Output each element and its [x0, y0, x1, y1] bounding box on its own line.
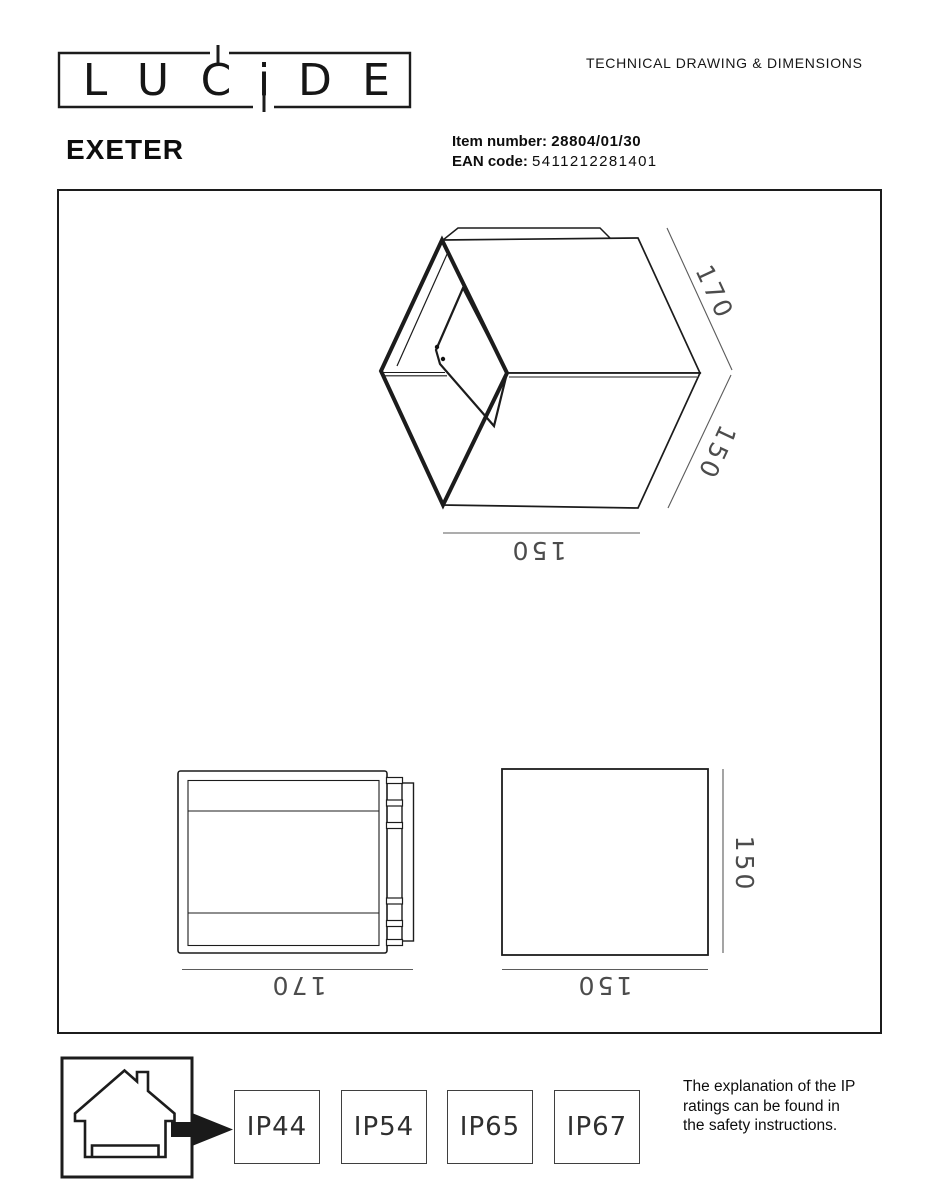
logo-letter-u: U	[136, 55, 170, 106]
iso-dim-bottom: 150	[509, 536, 567, 565]
front-inner	[188, 781, 379, 946]
front-pin	[387, 940, 403, 946]
logo-letter-c: C	[200, 55, 232, 106]
house-floor	[92, 1146, 159, 1158]
arrow-shaft	[171, 1122, 193, 1137]
indoor-use-house-icon	[62, 1058, 192, 1177]
product-name: EXETER	[66, 134, 185, 165]
ip-rating-badge-ip67: IP67	[554, 1090, 640, 1164]
front-wall-plate	[402, 783, 414, 941]
front-pin	[387, 921, 403, 927]
front-dim-width: 170	[269, 971, 327, 1000]
house-icon-frame	[62, 1058, 192, 1177]
iso-screw-dot-2	[441, 357, 445, 361]
logo-letter-e: E	[362, 55, 390, 106]
logo-letter-l: L	[82, 55, 108, 106]
front-pin	[387, 898, 403, 904]
front-view	[178, 771, 414, 1000]
ean-code-label: EAN code:	[452, 153, 528, 170]
side-dim-width: 150	[575, 971, 633, 1000]
sheet-title: TECHNICAL DRAWING & DIMENSIONS	[586, 55, 863, 71]
house-outline	[75, 1071, 175, 1158]
arrow-right-icon	[171, 1113, 233, 1146]
ip-ratings-note: The explanation of the IP ratings can be found in the safety instructions.	[683, 1078, 856, 1135]
item-number-value: 28804/01/30	[551, 133, 642, 150]
arrow-head	[192, 1113, 233, 1146]
front-pin	[387, 800, 403, 806]
iso-screw-dot-1	[435, 345, 439, 349]
ip-rating-badge-ip65: IP65	[447, 1090, 533, 1164]
logo-letter-d: D	[298, 55, 332, 106]
front-pin	[387, 823, 403, 829]
logo-letter-i: i	[257, 55, 271, 106]
side-view	[502, 769, 759, 1000]
isometric-view	[381, 228, 742, 565]
iso-dim-right: 150	[691, 420, 742, 485]
side-dim-height: 150	[730, 835, 759, 893]
front-pin	[387, 778, 403, 784]
ean-code-value: 5411212281401	[532, 153, 658, 170]
side-outline	[502, 769, 708, 955]
ip-rating-badge-ip44: IP44	[234, 1090, 320, 1164]
ip-rating-badge-ip54: IP54	[341, 1090, 427, 1164]
iso-dim-top: 170	[689, 260, 740, 325]
item-number-label: Item number:	[452, 133, 548, 150]
front-outer	[178, 771, 387, 953]
